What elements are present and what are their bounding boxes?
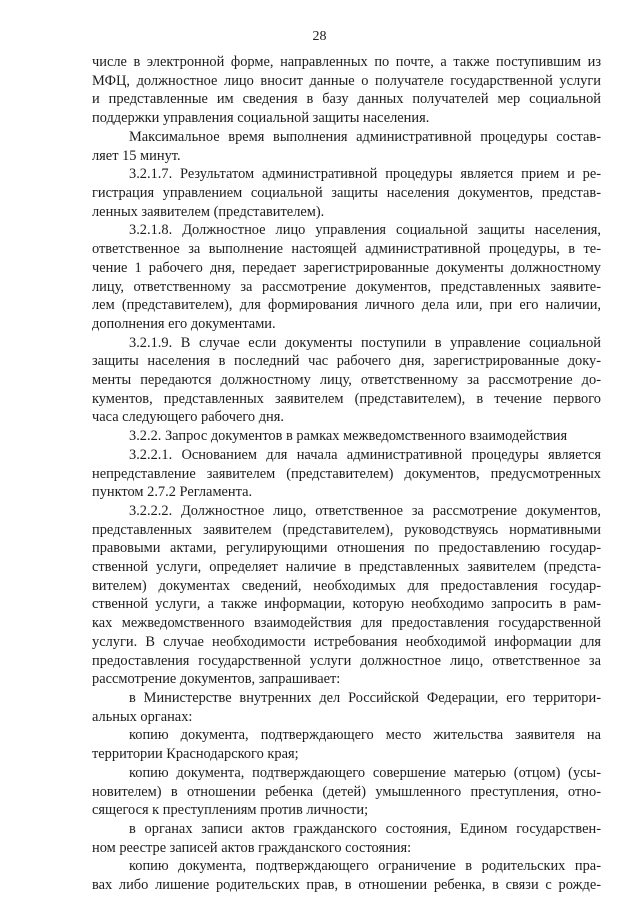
text-line: услуги. В случае необходимости истребования необходимой информации для <box>92 633 601 650</box>
text-line: чение 1 рабочего дня, передает зарегистрированные документы должностному <box>92 259 601 276</box>
text-line: вителем) документах сведений, необходимых для предоставления государ- <box>92 577 601 594</box>
text-line: 3.2.2.2. Должностное лицо, ответственное за рассмотрение документов, <box>129 502 601 519</box>
text-line: гистрация управлением социальной защиты населения документов, представ- <box>92 184 601 201</box>
page-number: 28 <box>312 29 327 44</box>
text-line: часа следующего рабочего дня. <box>92 409 284 426</box>
text-line: предоставления государственной услуги должностное лицо, ответственное за <box>92 652 601 669</box>
text-line: представленных заявителем (представителем), руководствуясь нормативными <box>92 521 601 538</box>
text-line: ном реестре записей актов гражданского состояния: <box>92 839 412 856</box>
text-line: вах либо лишение родительских прав, в отношении ребенка, в связи с рожде- <box>92 877 601 893</box>
text-line: альных органах: <box>92 708 193 725</box>
text-line: территории Краснодарского края; <box>92 746 299 763</box>
text-line: 3.2.1.9. В случае если документы поступили в управление социальной <box>129 334 601 351</box>
text-line: пунктом 2.7.2 Регламента. <box>92 484 253 501</box>
text-line: копию документа, подтверждающего ограничение в родительских пра- <box>129 858 601 875</box>
text-line: МФЦ, должностное лицо вносит данные о получателе государственной услуги <box>92 72 601 89</box>
text-line: ответственное за выполнение настоящей административной процедуры, в те- <box>92 241 601 257</box>
text-line: лем (представителем), для формирования личного дела или, при его наличии, <box>92 297 601 314</box>
text-line: 3.2.2. Запрос документов в рамках межведомственного взаимодействия <box>129 428 568 445</box>
text-line: кументов, представленных заявителем (представителем), в течение первого <box>92 390 601 407</box>
text-line: менты передаются должностному лицу, ответственному за рассмотрение до- <box>92 372 601 388</box>
text-line: в органах записи актов гражданского состояния, Едином государствен- <box>129 820 601 837</box>
text-line: лицу, ответственному за рассмотрение документов, представленных заявите- <box>92 278 601 295</box>
text-line: поддержки управления социальной защиты населения. <box>92 110 430 127</box>
text-line: защиты населения в последний час рабочего дня, зарегистрированные доку- <box>92 353 601 370</box>
text-line: 3.2.1.7. Результатом административной процедуры является прием и ре- <box>129 166 601 183</box>
text-line: правовыми актами, регулирующими отношения по предоставлению государ- <box>92 540 601 557</box>
text-line: ленных заявителем (представителем). <box>92 203 325 220</box>
text-line: непредставление заявителем (представителем) документов, предусмотренных <box>92 465 601 482</box>
text-line: 3.2.1.8. Должностное лицо управления социальной защиты населения, <box>129 222 601 239</box>
text-line: копию документа, подтверждающего место жительства заявителя на <box>129 727 601 744</box>
text-line: Максимальное время выполнения административной процедуры состав- <box>129 128 601 145</box>
text-line: числе в электронной форме, направленных по почте, а также поступившим из <box>92 54 601 70</box>
text-line: дополнения его документами. <box>92 315 276 332</box>
text-line: ственной услуги, определяет наличие в представленных заявителем (предста- <box>92 559 601 575</box>
text-line: ственной услуги, а также информации, которую необходимо запросить в рам- <box>92 596 601 613</box>
text-line: и представленные им сведения в базу данных получателей мер социальной <box>92 91 601 108</box>
text-line: ках межведомственного взаимодействия для предоставления государственной <box>92 615 601 632</box>
text-line: новителем) в отношении ребенка (детей) умышленного преступления, отно- <box>92 783 601 800</box>
text-line: 3.2.2.1. Основанием для начала административной процедуры является <box>129 446 601 463</box>
text-line: копию документа, подтверждающего совершение матерью (отцом) (усы- <box>129 764 601 781</box>
text-line: в Министерстве внутренних дел Российской Федерации, его территори- <box>129 690 601 706</box>
text-line: рассмотрение документов, запрашивает: <box>92 671 341 688</box>
text-line: ляет 15 минут. <box>92 147 181 164</box>
text-line: сящегося к преступлениям против личности; <box>92 802 369 819</box>
